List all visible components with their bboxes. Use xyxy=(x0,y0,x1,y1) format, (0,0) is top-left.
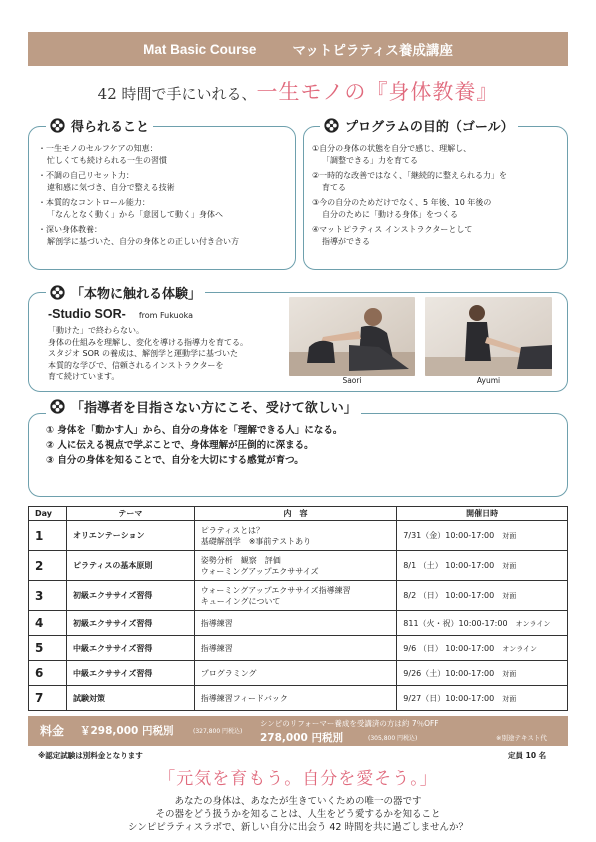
goals-list xyxy=(312,143,562,247)
content-line: 指導練習 xyxy=(200,643,233,653)
date-cell xyxy=(397,661,568,686)
discount-note: シンピのリフォーマー養成を受講済の方は約 7％OFF xyxy=(260,719,439,728)
day-cell: 4 xyxy=(29,611,67,636)
theme-cell: ピラティスの基本原則 xyxy=(66,551,194,581)
goal-line: 「調整できる」力を育てる xyxy=(322,155,418,165)
day-cell: 3 xyxy=(29,581,67,611)
table-row xyxy=(29,636,568,661)
discount-amount: 278,000 円税別 xyxy=(260,732,343,744)
content-cell xyxy=(194,581,397,611)
date-text: 8/1 （土） 10:00-17:00 xyxy=(403,561,495,570)
day-cell: 5 xyxy=(29,636,67,661)
photo-caption-ayumi: Ayumi xyxy=(476,376,501,385)
goal-line: ④マットピラティス インストラクターとして xyxy=(312,225,473,234)
flower-icon xyxy=(324,118,339,133)
instructor-photo-image xyxy=(289,297,415,376)
goal-line: ②一時的な改善ではなく、「継続的に整えられる力」を xyxy=(312,171,508,180)
content-line: 指導練習 xyxy=(200,618,233,628)
date-text: 811（火・祝）10:00-17:00 xyxy=(403,618,508,628)
list-item xyxy=(38,197,288,220)
date-cell xyxy=(397,636,568,661)
date-text: 9/27（日）10:00-17:00 xyxy=(403,693,495,703)
target-title-text: 「指導者を目指さない方にこそ、受けて欲しい」 xyxy=(71,401,357,416)
mode-text: 対面 xyxy=(502,592,517,600)
gain-head: ・一生モノのセルフケアの知恵： xyxy=(38,144,158,153)
goal-line: 自分のために「動ける身体」をつくる xyxy=(322,209,458,219)
content-line: ウォーミングアップエクササイズ指導練習 xyxy=(200,585,351,595)
mode-text: 対面 xyxy=(502,694,517,703)
content-line: プログラミング xyxy=(200,668,257,678)
content-cell xyxy=(194,661,397,686)
day-cell: 7 xyxy=(29,686,67,711)
date-cell xyxy=(397,581,568,611)
col-theme: テーマ xyxy=(66,507,194,521)
content-line: キューイングについて xyxy=(200,596,281,606)
table-row xyxy=(29,581,568,611)
list-item xyxy=(312,224,562,247)
theme-cell: 初級エクササイズ習得 xyxy=(66,611,194,636)
goal-line: ①自分の身体の状態を自分で感じ、理解し、 xyxy=(312,144,472,153)
goal-line: 育てる xyxy=(322,182,346,192)
flower-icon xyxy=(50,285,65,300)
theme-cell: 試験対策 xyxy=(66,686,194,711)
real-text xyxy=(48,325,288,383)
discount-amount-incl: (305,800 円税込) xyxy=(368,735,418,742)
photo-saori xyxy=(289,297,415,376)
exam-note: ※認定試験は別料金となります xyxy=(38,751,143,760)
flower-icon xyxy=(50,118,65,133)
goals-title-text: プログラムの目的（ゴール） xyxy=(345,120,514,135)
gain-body: 違和感に気づき、自分で整える技術 xyxy=(47,182,175,192)
date-cell xyxy=(397,521,568,551)
mode-text: 対面 xyxy=(502,532,517,540)
target-list xyxy=(46,423,556,468)
table-header xyxy=(29,507,568,521)
table-row xyxy=(29,611,568,636)
price-amount-incl: (327,800 円税込) xyxy=(193,728,243,735)
real-title-text: 「本物に触れる体験」 xyxy=(71,287,202,302)
slogan: 「元気を育もう。自分を愛そう。」 xyxy=(158,769,438,789)
closing-text xyxy=(28,795,568,834)
content-cell xyxy=(194,686,397,711)
gain-head: ・本質的なコントロール能力： xyxy=(38,198,150,207)
real-title xyxy=(46,283,205,302)
gains-title-text: 得られること xyxy=(71,120,150,135)
content-cell xyxy=(194,551,397,581)
capacity-note: 定員 10 名 xyxy=(508,751,547,760)
gain-body: 忙しくても続けられる一生の習慣 xyxy=(47,155,167,165)
date-text: 7/31（金）10:00-17:00 xyxy=(403,531,495,540)
content-line: ピラティスとは？ xyxy=(200,525,265,535)
closing-line: あなたの身体は、あなたが生きていくための唯一の器です xyxy=(174,796,422,807)
theme-cell: 初級エクササイズ習得 xyxy=(66,581,194,611)
tagline-highlight: 一生モノの『身体教養』 xyxy=(256,80,499,104)
schedule-table xyxy=(28,506,568,711)
day-cell: 6 xyxy=(29,661,67,686)
content-cell xyxy=(194,636,397,661)
list-item: ① 身体を「動かす人」から、自分の身体を「理解できる人」になる。 xyxy=(46,425,343,436)
col-day: Day xyxy=(29,507,67,521)
list-item: ② 人に伝える視点で学ぶことで、身体理解が圧倒的に深まる。 xyxy=(46,440,314,451)
real-line: 「動けた」で終わらない。 xyxy=(48,326,144,335)
content-line: ウォーミングアップエクササイズ xyxy=(200,566,319,576)
date-text: 8/2 （日） 10:00-17:00 xyxy=(403,591,495,600)
studio-from: from Fukuoka xyxy=(138,311,193,320)
gains-list xyxy=(38,143,288,247)
date-text: 9/6 （日） 10:00-17:00 xyxy=(403,643,495,653)
date-cell xyxy=(397,686,568,711)
photo-caption-saori: Saori xyxy=(342,376,362,385)
price-bar xyxy=(28,716,568,746)
theme-cell: 中級エクササイズ習得 xyxy=(66,661,194,686)
list-item xyxy=(38,224,288,247)
instructor-photo-image xyxy=(425,297,552,376)
theme-cell: オリエンテーション xyxy=(66,521,194,551)
price-label: 料金 xyxy=(40,724,65,738)
studio-name-row xyxy=(48,303,193,322)
list-item xyxy=(312,197,562,220)
gain-head: ・深い身体教養： xyxy=(38,225,102,234)
date-cell xyxy=(397,611,568,636)
content-cell xyxy=(194,611,397,636)
day-cell: 2 xyxy=(29,551,67,581)
date-cell xyxy=(397,551,568,581)
gain-body: 「なんとなく動く」から「意図して動く」身体へ xyxy=(47,209,223,219)
col-content: 内 容 xyxy=(194,507,397,521)
date-text: 9/26（土）10:00-17:00 xyxy=(403,668,495,678)
table-row xyxy=(29,551,568,581)
course-title-jp: マットピラティス養成講座 xyxy=(292,43,453,58)
goals-title xyxy=(320,116,518,135)
content-line: 基礎解剖学 ※事前テストあり xyxy=(200,536,312,546)
list-item xyxy=(38,143,288,166)
col-date: 開催日時 xyxy=(397,507,568,521)
goal-line: ③今の自分のためだけでなく、5 年後、10 年後の xyxy=(312,198,492,207)
tagline-lead: 42 時間で手にいれる、 xyxy=(97,85,257,103)
list-item xyxy=(38,170,288,193)
closing-line: その器をどう扱うかを知ることは、人生をどう愛するかを知ること xyxy=(155,809,441,820)
flower-icon xyxy=(50,399,65,414)
tagline xyxy=(28,76,568,106)
closing-line: シンピピラティスラボで、新しい自分に出会う 42 時間を共に過ごしませんか？ xyxy=(128,822,468,833)
table-row xyxy=(29,521,568,551)
content-line: 姿勢分析 観察 評価 xyxy=(200,555,281,565)
table-row xyxy=(29,661,568,686)
course-header xyxy=(28,32,568,66)
day-cell: 1 xyxy=(29,521,67,551)
content-line: 指導練習フィードバック xyxy=(200,693,288,703)
photo-ayumi xyxy=(425,297,552,376)
list-item xyxy=(312,170,562,193)
theme-cell: 中級エクササイズ習得 xyxy=(66,636,194,661)
content-cell xyxy=(194,521,397,551)
goal-line: 指導ができる xyxy=(322,236,370,246)
list-item xyxy=(312,143,562,166)
real-line: 本質的な学びで、信頼されるインストラクターを xyxy=(48,360,224,370)
mode-text: 対面 xyxy=(502,669,517,678)
real-line: スタジオ SOR の養成は、解剖学と運動学に基づいた xyxy=(48,349,239,358)
studio-name: -Studio SOR- xyxy=(48,307,126,321)
real-line: 身体の仕組みを理解し、変化を導ける指導力を育てる。 xyxy=(48,337,248,347)
text-fee-note: ※別途テキスト代 xyxy=(496,734,547,742)
course-title-en: Mat Basic Course xyxy=(143,41,257,57)
gain-body: 解剖学に基づいた、自分の身体との正しい付き合い方 xyxy=(47,236,239,246)
table-row xyxy=(29,686,568,711)
gain-head: ・不調の自己リセット力： xyxy=(38,171,134,180)
mode-text: オンライン xyxy=(502,644,538,653)
real-line: 育て続けています。 xyxy=(48,372,120,381)
list-item: ③ 自分の身体を知ることで、自分を大切にする感覚が育つ。 xyxy=(46,455,304,466)
mode-text: 対面 xyxy=(502,562,517,570)
price-amount: ￥298,000 円税別 xyxy=(80,725,174,737)
target-title xyxy=(46,397,361,416)
gains-title xyxy=(46,116,153,135)
mode-text: オンライン xyxy=(515,619,551,628)
